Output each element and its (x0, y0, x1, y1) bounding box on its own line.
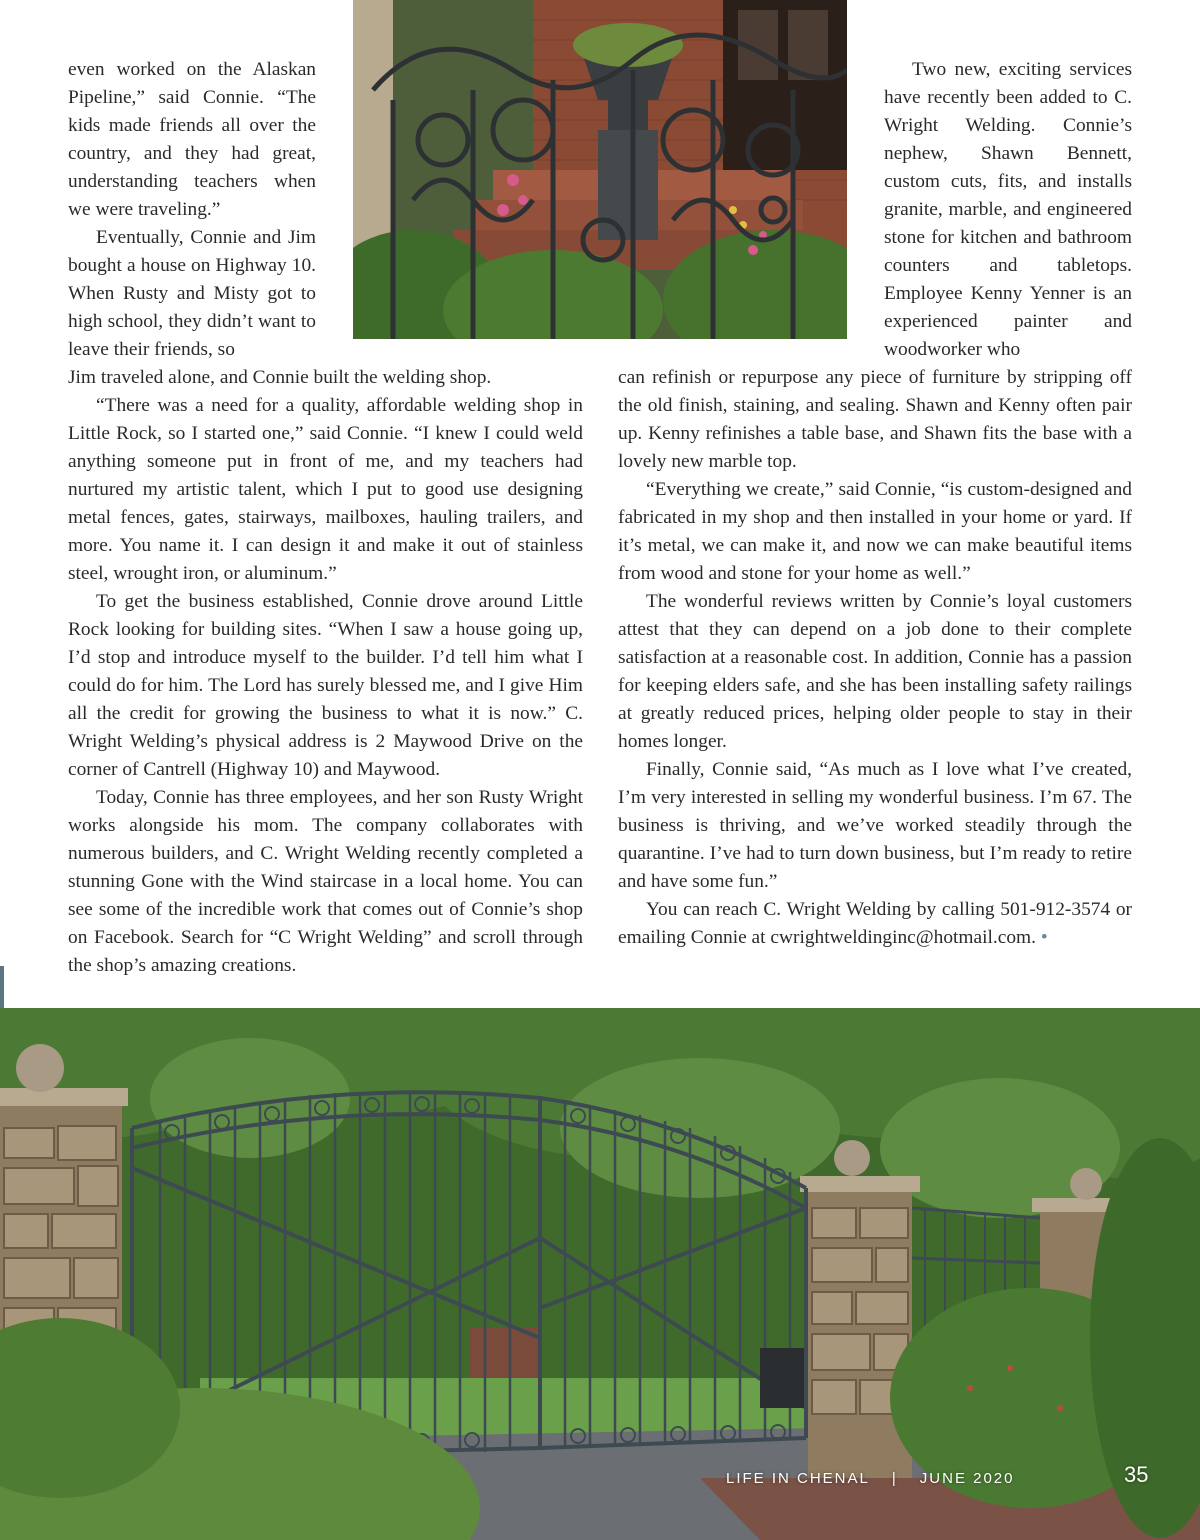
contact-text: You can reach C. Wright Welding by calling 501-912-3574 or emailing Connie at cwrightweldinginc@hotmail.com. (618, 899, 1132, 948)
left-column-top (68, 56, 316, 364)
paragraph: To get the business established, Connie drove around Little Rock looking for building sites. “When I saw a house going up, I’d stop and introduce myself to the builder. I’d tell him what I could do for him. The Lord has surely blessed me, and I give Him all the credit for growing the business to what it is now.” C. Wright Welding’s physical address is 2 Maywood Drive on the corner of Cantrell (Highway 10) and Maywood. (68, 591, 583, 780)
footer-separator: | (891, 1469, 898, 1487)
page-number: 35 (1124, 1462, 1149, 1487)
accent-bar (0, 966, 4, 1008)
paragraph: Jim traveled alone, and Connie built the welding shop. (68, 367, 492, 388)
right-column-bottom (618, 364, 1132, 952)
issue-date: JUNE 2020 (919, 1469, 1015, 1487)
ornate-gate-photo (353, 0, 847, 339)
paragraph: Today, Connie has three employees, and her son Rusty Wright works alongside his mom. The company collaborates with numerous builders, and C. Wright Welding recently completed a stunning Gone with the Wind staircase in a local home. You can see some of the incredible work that comes out of Connie’s shop on Facebook. Search for “C Wright Welding” and scroll through the shop’s amazing creations. (68, 787, 583, 976)
closing-paragraph (618, 896, 1132, 952)
right-column-top (884, 56, 1132, 364)
paragraph: Two new, exciting services have recently been added to C. Wright Welding. Connie’s nephew, Shawn Bennett, custom cuts, fits, and installs granite, marble, and engineered stone for kitchen and bathroom counters and tabletops. Employee Kenny Yenner is an experienced painter and woodworker who (884, 59, 1132, 360)
magazine-name: LIFE IN CHENAL (726, 1469, 870, 1487)
paragraph: can refinish or repurpose any piece of furniture by stripping off the old finish, staining, and sealing. Shawn and Kenny often pair up. Kenny refinishes a table base, and Shawn fits the base with a lovely new marble top. (618, 367, 1132, 472)
driveway-gate-photo (0, 1008, 1200, 1540)
end-mark: • (1040, 927, 1048, 948)
paragraph: Eventually, Connie and Jim bought a house on Highway 10. When Rusty and Misty got to high school, they didn’t want to leave their friends, so (68, 227, 316, 360)
paragraph: “There was a need for a quality, affordable welding shop in Little Rock, so I started one,” said Connie. “I knew I could weld anything someone put in front of me, and my teachers had nurtured my artistic talent, which I put to good use designing metal fences, gates, stairways, mailboxes, hauling trailers, and more. You name it. I can design it and make it out of stainless steel, wrought iron, or aluminum.” (68, 395, 583, 584)
page-footer (726, 1467, 1015, 1489)
paragraph: The wonderful reviews written by Connie’s loyal customers attest that they can depend on a job done to their complete satisfaction at a reasonable cost. In addition, Connie has a passion for keeping elders safe, and she has been installing safety railings at greatly reduced prices, helping older people to stay in their homes longer. (618, 591, 1132, 752)
paragraph: even worked on the Alaskan Pipeline,” said Connie. “The kids made friends all over the country, and they had great, understanding teachers when we were traveling.” (68, 59, 316, 220)
paragraph: “Everything we create,” said Connie, “is custom-designed and fabricated in my shop and then installed in your home or yard. If it’s metal, we can make it, and now we can make beautiful items from wood and stone for your home as well.” (618, 479, 1132, 584)
paragraph: Finally, Connie said, “As much as I love what I’ve created, I’m very interested in selling my wonderful business. I’m 67. The business is thriving, and we’ve worked steadily through the quarantine. I’ve had to turn down business, but I’m ready to retire and have some fun.” (618, 759, 1132, 892)
left-column-bottom (68, 364, 583, 980)
